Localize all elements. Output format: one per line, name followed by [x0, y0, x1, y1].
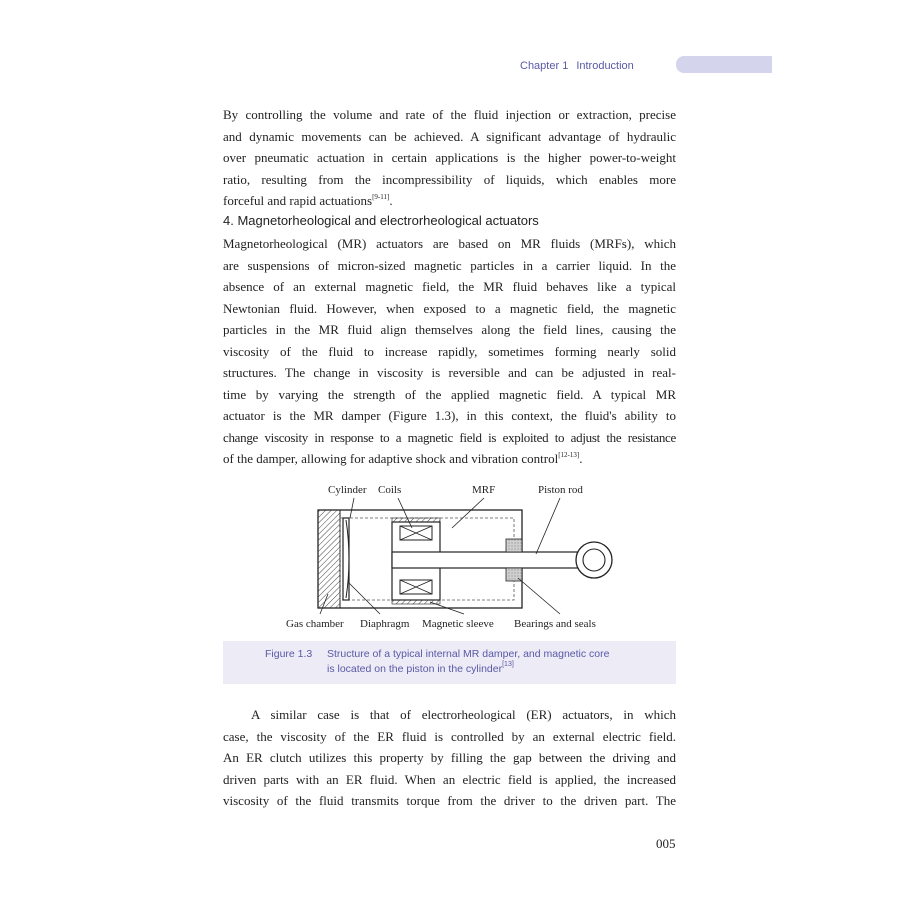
caption-line-2-wrap — [265, 662, 665, 677]
page-number: 005 — [656, 836, 676, 851]
period: . — [389, 193, 393, 208]
text-line: structures. The change in viscosity is reversible and can be adjusted in real- — [223, 365, 676, 380]
leader-bearings — [518, 578, 560, 614]
label-gas-chamber: Gas chamber — [286, 618, 344, 630]
paragraph-1 — [223, 104, 676, 212]
text-line — [223, 190, 676, 212]
piston-rod — [392, 552, 582, 568]
magnetic-sleeve-upper — [392, 518, 440, 522]
paragraph-3 — [223, 704, 676, 812]
rod-eye-inner — [583, 549, 605, 571]
text-line: time by varying the strength of the applied magnetic field. A typical MR — [223, 386, 676, 402]
caption-line-1: Structure of a typical internal MR damper, and magnetic core — [327, 648, 610, 660]
text-line: Newtonian fluid. However, when exposed to a magnetic field, the magnetic — [223, 300, 676, 316]
text-line: An ER clutch utilizes this property by filling the gap between the driving and — [223, 750, 676, 765]
section-heading: 4. Magnetorheological and electrorheological actuators — [223, 213, 539, 228]
label-coils: Coils — [378, 484, 402, 496]
citation: [9-11] — [372, 193, 390, 201]
header-title: Introduction — [576, 60, 634, 72]
text-line: and dynamic movements can be achieved. A significant advantage of hydraulic — [223, 128, 676, 144]
text-line: change viscosity in response to a magnetic field is exploited to adjust the resistance — [223, 429, 676, 445]
text-line: ratio, resulting from the incompressibility of liquids, which enables more — [223, 171, 676, 187]
leader-piston-rod — [536, 498, 560, 554]
caption-line-2: is located on the piston in the cylinder — [327, 663, 503, 675]
text-line: viscosity of the fluid transmits torque from the driver to the driven part. The — [223, 793, 676, 808]
text-line: Magnetorheological (MR) actuators are based on MR fluids (MRFs), which — [223, 236, 676, 251]
mr-damper-figure — [280, 482, 630, 634]
label-magnetic-sleeve: Magnetic sleeve — [422, 618, 494, 630]
caption-citation: [13] — [502, 661, 514, 668]
label-diaphragm: Diaphragm — [360, 618, 410, 630]
text-line: By controlling the volume and rate of the fluid injection or extraction, precise — [223, 107, 676, 122]
label-cylinder: Cylinder — [328, 484, 367, 496]
text-line: actuator is the MR damper (Figure 1.3), in this context, the fluid's ability to — [223, 408, 676, 423]
period: . — [579, 451, 583, 466]
text-line: are suspensions of micron-sized magnetic particles in a carrier liquid. In the — [223, 257, 676, 273]
text-line: absence of an external magnetic field, the MR fluid behaves like a typical — [223, 279, 676, 294]
gas-chamber-wall — [318, 510, 340, 608]
label-mrf: MRF — [472, 484, 496, 496]
text-fragment: of the damper, allowing for adaptive shock and vibration control — [223, 451, 559, 466]
text-line: case, the viscosity of the ER fluid is controlled by an external electric field. — [223, 728, 676, 744]
bearing-upper — [506, 539, 522, 552]
text-line: A similar case is that of electrorheological (ER) actuators, in which — [251, 707, 676, 722]
header-chapter: Chapter 1 — [520, 60, 569, 72]
text-line — [223, 448, 676, 470]
running-header — [520, 57, 634, 75]
paragraph-2 — [223, 233, 676, 470]
figure-caption-box — [223, 641, 676, 684]
text-line: over pneumatic actuation in certain applications is the higher power-to-weight — [223, 150, 676, 165]
mr-damper-diagram — [280, 482, 630, 634]
text-line: viscosity of the fluid to increase rapidly, sometimes forming nearly solid — [223, 343, 676, 359]
text-line: particles in the MR fluid align themselves along the field lines, causing the — [223, 322, 676, 337]
header-accent-bar — [676, 56, 772, 73]
label-piston-rod: Piston rod — [538, 484, 583, 496]
diaphragm — [343, 518, 349, 600]
figure-caption — [265, 647, 665, 677]
text-fragment: forceful and rapid actuations — [223, 193, 373, 208]
label-bearings-and-seals: Bearings and seals — [514, 618, 596, 630]
citation: [12-13] — [558, 451, 580, 459]
text-line: driven parts with an ER fluid. When an electric field is applied, the increased — [223, 771, 676, 787]
caption-number: Figure 1.3 — [265, 648, 313, 660]
